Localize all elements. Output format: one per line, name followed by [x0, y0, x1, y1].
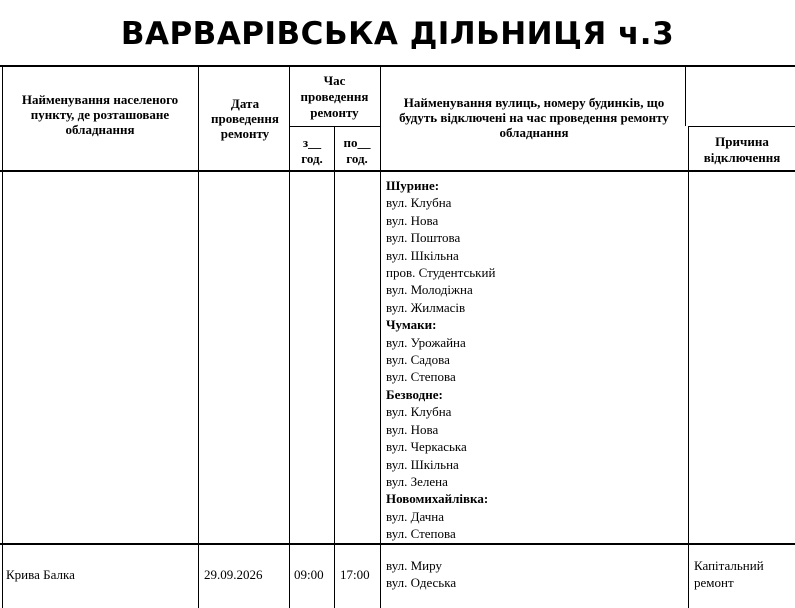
reason-header-divider [688, 126, 795, 127]
village-name: Шурине: [386, 178, 440, 193]
header-streets: Найменування вулиць, номеру будинків, що будуть відключені на час проведення ремонту обладнання [399, 95, 669, 140]
reason-header-top [685, 65, 686, 126]
table-border-left [2, 65, 3, 608]
col-divider-date [198, 65, 199, 608]
table-border-top [0, 65, 795, 67]
street-list-row-1 [386, 177, 495, 543]
street-item: вул. Клубна [386, 404, 452, 420]
village-name: Новомихайлівка: [386, 491, 489, 507]
street-item: вул. Зелена [386, 473, 448, 489]
street-item: вул. Нова [386, 212, 439, 228]
street-item: вул. Степова [386, 526, 456, 542]
row-2-street-2: вул. Одеська [386, 575, 457, 590]
village-name: Чумаки: [386, 317, 437, 333]
street-item: вул. Степова [386, 369, 456, 385]
row-2-settlement: Крива Балка [6, 567, 75, 582]
row-2-reason-line-1: Капітальний [694, 558, 764, 573]
col-divider-reason [688, 126, 689, 608]
page-title: ВАРВАРІВСЬКА ДІЛЬНИЦЯ ч.3 [120, 16, 675, 52]
village-name: Безводне: [386, 386, 443, 402]
header-to: по__ год. [343, 135, 371, 166]
row-2-date: 29.09.2026 [204, 567, 263, 582]
street-item: вул. Садова [386, 352, 450, 368]
row-2-from: 09:00 [294, 567, 324, 582]
street-item: вул. Нова [386, 421, 439, 437]
time-subheader-divider [289, 126, 381, 127]
header-date: Дата проведення ремонту [211, 96, 279, 141]
street-item: вул. Шкільна [386, 247, 459, 263]
header-reason: Причина відключення [703, 134, 781, 165]
header-time: Час проведення ремонту [300, 73, 369, 120]
street-item: вул. Молодіжна [386, 282, 473, 298]
street-item: вул. Урожайна [386, 334, 466, 350]
street-item: вул. Жилмасів [386, 299, 466, 315]
row-2-street-1: вул. Миру [386, 558, 442, 573]
header-settlement: Найменування населеного пункту, де розташоване обладнання [21, 92, 179, 137]
street-item: вул. Черкаська [386, 439, 467, 455]
row-2-reason-line-2: ремонт [694, 575, 734, 590]
header-bottom-line [0, 170, 795, 172]
street-item: пров. Студентський [386, 265, 496, 281]
row-divider [0, 543, 795, 545]
header-from: з__ год. [301, 135, 323, 166]
street-item: вул. Поштова [386, 230, 461, 246]
col-divider-from-to [334, 126, 335, 608]
col-divider-time [289, 65, 290, 608]
row-2-to: 17:00 [340, 567, 370, 582]
col-divider-streets [380, 65, 381, 608]
street-item: вул. Дачна [386, 508, 444, 524]
street-item: вул. Шкільна [386, 456, 459, 472]
street-item: вул. Клубна [386, 195, 452, 211]
